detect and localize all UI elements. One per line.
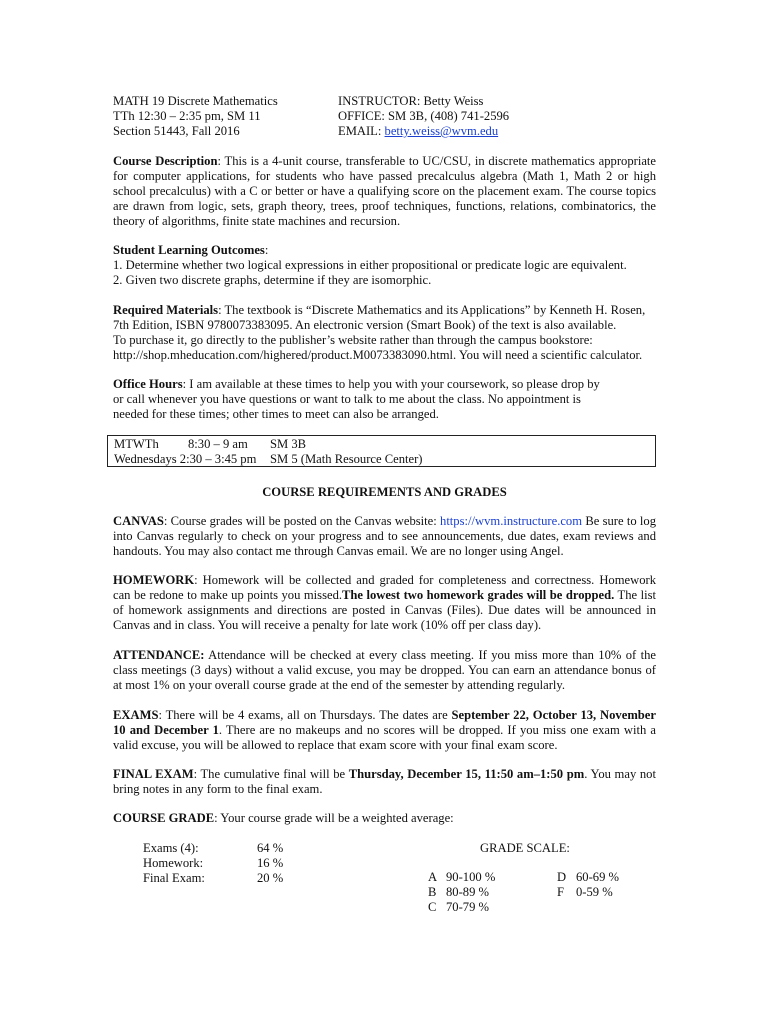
- weight-name: Exams (4):: [143, 841, 199, 855]
- course-section: Section 51443, Fall 2016: [113, 124, 240, 138]
- course-grade-section: COURSE GRADE: Your course grade will be a weighted average:: [113, 811, 454, 825]
- learning-outcomes-label: Student Learning Outcomes: [113, 243, 265, 257]
- grade-range: 60-69 %: [576, 870, 620, 884]
- course-description: [113, 154, 656, 229]
- outcome-item: 1. Determine whether two logical expressions in either propositional or predicate logic are equivalent.: [113, 258, 627, 272]
- canvas-link[interactable]: https://wvm.instructure.com: [440, 514, 583, 528]
- canvas-section: CANVAS: Course grades will be posted on the Canvas website: https://wvm.instructure.com Be sure to log into Canvas regularly to check on your progress and to see announcements, due dates, exam reviews and handouts. You may also contact me through Canvas email. We are no longer using Angel.: [113, 514, 656, 558]
- attendance-label: ATTENDANCE:: [113, 648, 205, 662]
- course-grade-label: COURSE GRADE: [113, 811, 215, 825]
- grade-range: 70-79 %: [446, 900, 490, 914]
- final-exam-section: FINAL EXAM: The cumulative final will be Thursday, December 15, 11:50 am–1:50 pm. You may not bring notes in any form to the final exam.: [113, 767, 656, 796]
- attendance-section: ATTENDANCE: Attendance will be checked at every class meeting. If you miss more than 10% of the class meetings (3 days) without a valid excuse, you may be dropped. You can earn an attendance bonus of at most 1% on your overall course grade at the end of the semester by attending regularly.: [113, 648, 656, 692]
- instructor-email-line: [338, 124, 498, 139]
- course-title: MATH 19 Discrete Mathematics: [113, 94, 278, 108]
- email-label: EMAIL:: [338, 124, 385, 138]
- required-materials: Required Materials: The textbook is “Discrete Mathematics and its Applications” by Kenneth H. Rosen, 7th Edition, ISBN 9780073383095. An electronic version (Smart Book) of the text is also available. To purchase it, go directly to the publisher’s website rather than through the campus bookstore: http://shop.mheducation.com/highered/product.M0073383090.html. You will need a scientific calculator.: [113, 303, 656, 363]
- grade-letter: A: [428, 870, 438, 884]
- grade-scale-title: GRADE SCALE:: [480, 841, 570, 855]
- canvas-label: CANVAS: [113, 514, 164, 528]
- course-description-label: Course Description: [113, 154, 218, 168]
- grade-range: 90-100 %: [446, 870, 496, 884]
- grade-letter: F: [557, 885, 565, 899]
- weight-value: 16 %: [257, 856, 284, 870]
- grade-range: 0-59 %: [576, 885, 613, 899]
- course-schedule: TTh 12:30 – 2:35 pm, SM 11: [113, 109, 261, 123]
- homework-label: HOMEWORK: [113, 573, 195, 587]
- exam-dates: September 22, October 13, November 10 and December 1: [113, 708, 656, 737]
- instructor-office: OFFICE: SM 3B, (408) 741-2596: [338, 109, 510, 123]
- grade-letter: D: [557, 870, 567, 884]
- publisher-url: http://shop.mheducation.com/highered/product.M0073383090.html. You will need a scientific calculator.: [113, 348, 643, 362]
- office-hours-table: [107, 435, 656, 467]
- weight-name: Final Exam:: [143, 871, 205, 885]
- office-hours-label: Office Hours: [113, 377, 183, 391]
- office-hours: Office Hours: I am available at these times to help you with your coursework, so please drop by or call whenever you have questions or want to talk to me about the class. No appointment is needed for these times; other times to meet can also be arranged.: [113, 377, 600, 421]
- grade-letter: B: [428, 885, 437, 899]
- learning-outcomes: Student Learning Outcomes: 1. Determine whether two logical expressions in either propositional or predicate logic are equivalent. 2. Given two discrete graphs, determine if they are isomorphic.: [113, 243, 656, 288]
- grade-letter: C: [428, 900, 437, 914]
- homework-section: HOMEWORK: Homework will be collected and graded for completeness and correctness. Homework can be redone to make up points you missed.The lowest two homework grades will be dropped. The list of homework assignments and directions are posted in Canvas (Files). Due dates will be announced in Canvas and in class. You will receive a penalty for late work (10% off per class day).: [113, 573, 656, 632]
- exams-section: EXAMS: There will be 4 exams, all on Thursdays. The dates are September 22, October 13, November 10 and December 1. There are no makeups and no scores will be dropped. If you miss one exam with a valid excuse, you will be allowed to replace that exam score with your final exam score.: [113, 708, 657, 752]
- exams-label: EXAMS: [113, 708, 159, 722]
- office-hours-row: MTWTh 8:30 – 9 am SM 3B: [114, 437, 307, 451]
- office-hours-row: Wednesdays 2:30 – 3:45 pm SM 5 (Math Resource Center): [114, 452, 423, 466]
- course-description-text: : This is a 4-unit course, transferable to UC/CSU, in discrete mathematics appropriate for computer applications, for students who have passed precalculus algebra (Math 1, Math 2 or high school precalculus) with a C or better or have a qualifying score on the placement exam. The course topics are drawn from logic, sets, graph theory, trees, proof techniques, functions, relations, combinatorics, the theory of algorithms, finite state machines and recursion.: [113, 154, 656, 228]
- instructor-name: INSTRUCTOR: Betty Weiss: [338, 94, 484, 108]
- grade-range: 80-89 %: [446, 885, 490, 899]
- outcome-item: 2. Given two discrete graphs, determine if they are isomorphic.: [113, 273, 432, 287]
- weight-value: 20 %: [257, 871, 284, 885]
- final-exam-label: FINAL EXAM: [113, 767, 194, 781]
- requirements-title: COURSE REQUIREMENTS AND GRADES: [262, 485, 507, 499]
- weight-value: 64 %: [257, 841, 284, 855]
- required-materials-label: Required Materials: [113, 303, 219, 317]
- homework-drop-policy: The lowest two homework grades will be dropped.: [342, 588, 615, 602]
- final-exam-date: Thursday, December 15, 11:50 am–1:50 pm: [348, 767, 585, 781]
- weight-name: Homework:: [143, 856, 204, 870]
- email-link[interactable]: betty.weiss@wvm.edu: [384, 124, 499, 138]
